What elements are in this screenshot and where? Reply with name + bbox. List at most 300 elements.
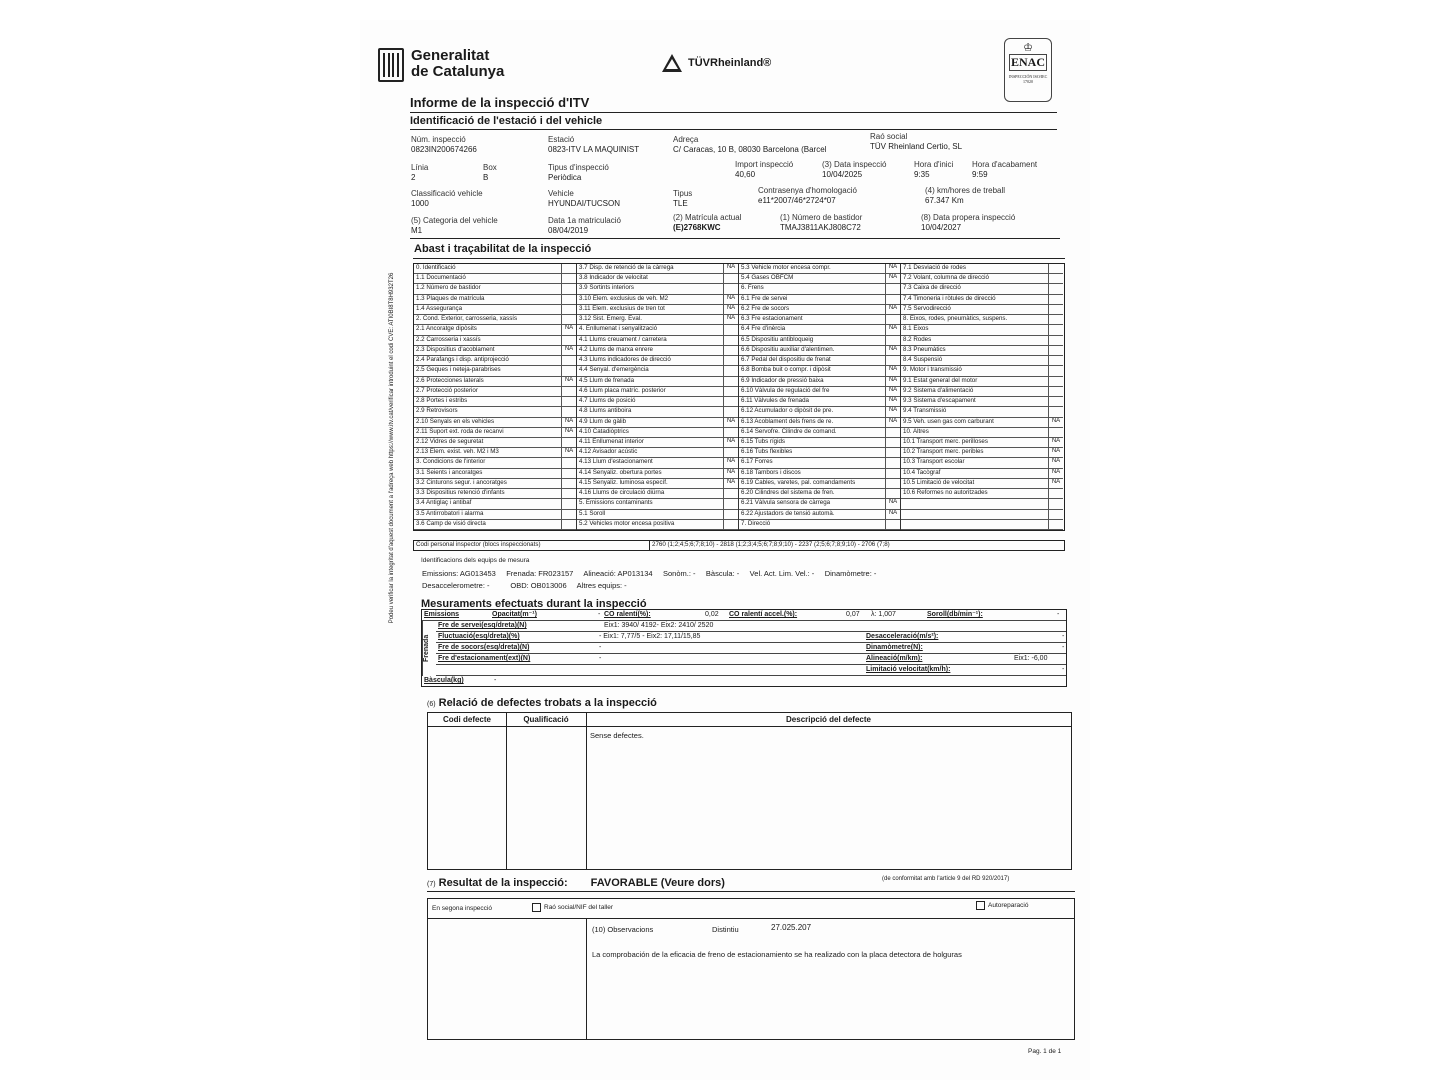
soroll-label: Soroll(db/min⁻¹): [927,611,983,618]
scope-row [739,469,900,479]
scope-item-status [561,469,576,478]
scope-item-status: NA [723,295,738,304]
scope-row [739,325,900,335]
scope-item-label: 3. Condicions de l'interior [416,458,486,466]
defectes-heading [427,697,657,709]
scope-row [901,305,1063,315]
scope-item-status [1048,305,1063,314]
scope-item-status: NA [561,325,576,334]
divider [410,238,1060,239]
scope-row [577,325,738,335]
scope-item-status: NA [1048,469,1063,478]
tuv-name: TÜVRheinland® [688,57,772,69]
opacitat-value: - [598,611,601,618]
scope-item-label: 9. Motor i transmissió [903,366,962,374]
scope-item-status: NA [723,479,738,488]
scope-row [577,264,738,274]
field-hora-inici: Hora d'inici 9:35 [914,160,954,179]
scope-item-status [885,284,900,293]
scope-item-label: 2.6 Protecciones laterals [416,376,484,384]
field-estacio: Estació 0823-ITV LA MAQUINIST [548,135,640,154]
scope-item-status [1048,397,1063,406]
scope-row [901,510,1063,520]
scope-row [901,377,1063,387]
scope-item-label: 9.1 Estat general del motor [903,376,978,384]
scope-row [414,458,576,468]
scope-column-2 [577,264,739,530]
scope-row [414,305,576,315]
scope-row [577,387,738,397]
scope-item-label: 4.4 Senyal. d'emergència [579,366,649,374]
scope-row [577,366,738,376]
scope-row [901,407,1063,417]
scope-row [901,520,1063,530]
field-linia: Línia 2 [411,163,429,182]
scope-row [739,274,900,284]
scope-item-label: 3.7 Disp. de retenció de la càrrega [579,264,674,271]
scope-item-status [885,315,900,324]
scope-item-label: 9.5 Veh. usen gas com carburant [903,417,994,425]
bascula-label: Bàscula(kg) [424,677,464,684]
scope-item-status [561,274,576,283]
scope-row [739,479,900,489]
fluctuacio-value: - Eix1: 7,77/5 - Eix2: 17,11/15,85 [599,633,701,640]
col-qualificacio: Qualificació [506,713,586,727]
scope-item-label: 3.4 Antiglaç i antibaf [416,499,472,507]
divider [413,258,1065,259]
field-import: Import inspecció 40,60 [735,160,794,179]
scope-item-label: 5.4 Gases OBFCM [741,274,794,282]
scope-row [577,428,738,438]
scope-row [414,428,576,438]
scope-item-status: NA [561,428,576,437]
scope-item-status [1048,387,1063,396]
scope-item-label: 3.11 Elem. exclusius de tren tot [579,304,665,312]
scope-item-label: 3.9 Sortints interiors [579,284,635,292]
field-bastidor: (1) Número de bastidor TMAJ3811AKJ808C72 [780,213,863,232]
scope-item-label: 10.3 Transport escolar [903,458,965,466]
scope-row [414,274,576,284]
dinamometre-value: - [1062,644,1065,651]
scope-item-label: 6.3 Fre estacionament [741,315,803,323]
scope-row [901,366,1063,376]
scope-row [577,510,738,520]
scope-column-4 [901,264,1063,530]
scope-row [739,356,900,366]
scope-item-status [885,295,900,304]
scope-item-label: 4.13 Llum d'estacionament [579,458,653,466]
scope-item-label: 2.3 Dispositius d'acoblament [416,345,495,353]
scope-row [739,489,900,499]
scope-item-status [885,448,900,457]
scope-row [739,499,900,509]
scope-row [414,418,576,428]
scope-item-label: 4.11 Enllumenat interior [579,437,644,445]
scope-item-label: 10. Altres [903,427,929,435]
scope-item-label: 4.15 Senyaliz. luminosa específ. [579,478,668,486]
scope-item-label: 10.4 Tacògraf [903,468,941,476]
scope-item-status [1048,489,1063,498]
mesuraments-title: Mesuraments efectuats durant la inspecció [421,598,647,610]
org-line-2: de Catalunya [411,63,505,80]
autoreparacio-checkbox[interactable] [976,901,985,910]
segona-inspeccio-label: En segona inspecció [432,905,492,912]
scope-item-label: 7.3 Caixa de direcció [903,284,961,292]
scope-item-label: 5. Emissions contaminants [579,499,653,507]
inspector-code-value: 2760 (1;2;4;5;6;7;8;10) - 2818 (1;2;3;4;5;6;7;8;9;10) - 2237 (2;5;6;7;8;9;10) - 2706 (7;8) [652,541,890,548]
scope-item-label: 2.4 Parafangs i disp. antiprojecció [416,356,509,364]
inspector-code-row [413,540,1065,551]
field-matricula: (2) Matrícula actual (E)2768KWC [673,213,742,232]
scope-item-label: 2. Cond. Exterior, carrosseria, xassís [416,315,518,323]
scope-item-label: 6.18 Tambors i discos [741,468,801,476]
ident-title: Identificació de l'estació i del vehicle [410,115,603,127]
emissions-label: Emissions [424,611,460,618]
scope-row [577,295,738,305]
field-categoria: (5) Categoria del vehicle M1 [411,216,498,235]
autoreparacio-field [976,901,1028,910]
fre-estacionament-label: Fre d'estacionament(ext)(N) [438,655,531,662]
scope-item-label: 8.2 Rodes [903,335,932,343]
scope-row [577,418,738,428]
scope-item-label: 6.12 Acumulador o dipòsit de pre. [741,407,834,415]
limitacio-row [436,665,1066,676]
scope-item-status: NA [885,499,900,508]
desacceleracio-label: Desacceleració(m/s²): [866,633,939,640]
scope-item-status [1048,366,1063,375]
scope-item-label: 6.8 Bomba buit o compr. i dipòsit [741,366,831,374]
field-rao-social: Raó social TÜV Rheinland Certio, SL [870,132,963,151]
scope-item-status [723,346,738,355]
scope-item-status: NA [885,325,900,334]
scope-item-status [1048,264,1063,273]
scope-item-label: 2.9 Retrovisors [416,407,458,415]
scope-item-status [885,356,900,365]
co-ralenti-label: CO ralentí(%): [604,611,651,618]
scope-row [577,284,738,294]
scope-item-status [561,387,576,396]
scope-item-status [1048,274,1063,283]
field-vehicle: Vehicle HYUNDAI/TUCSON [548,189,621,208]
co-ralenti-value: 0,02 [705,611,719,618]
co-accel-label: CO ralentí accel.(%): [729,611,798,618]
scope-item-label: 4.16 Llums de circulació diürna [579,489,665,497]
scope-item-label: 4.1 Llums creuament / carretera [579,335,667,343]
scope-item-label: 3.12 Sist. Emerg. Eval. [579,315,642,323]
scope-row [739,407,900,417]
scope-item-status [723,448,738,457]
scope-item-status [1048,295,1063,304]
scope-row [901,428,1063,438]
inspector-code-label: Codi personal inspector (blocs inspeccionats) [414,541,650,550]
scope-item-label: 7.2 Volant, columna de direcció [903,274,989,282]
document-sheet [360,20,1090,1080]
scope-item-status [1048,377,1063,386]
scope-row [901,458,1063,468]
scope-item-status [561,397,576,406]
scope-item-label: 1.3 Plaques de matrícula [416,294,485,302]
fre-estacionament-row [436,654,1066,665]
scope-item-label: 6.7 Pedal del dispositiu de frenat [741,356,831,364]
scope-item-status [885,520,900,529]
scope-row [739,458,900,468]
scope-row [414,448,576,458]
scope-row [739,315,900,325]
rao-nif-label: Raó social/NIF del taller [544,904,613,912]
divider [427,891,1075,892]
field-data-inspeccio: (3) Data inspecció 10/04/2025 [822,160,887,179]
fre-socors-value: - [599,644,602,651]
generalitat-logo-icon [378,48,404,82]
defects-table [427,712,1072,870]
scope-row [901,325,1063,335]
scope-item-status [561,336,576,345]
scope-item-label: 8.3 Pneumàtics [903,345,946,353]
fre-servei-row [436,621,1066,632]
scope-row [577,274,738,284]
observacions-text: La comprobación de la eficacia de freno de estacionamiento se ha realizado con la placa detectora de holguras [592,950,962,959]
scope-item-status [885,479,900,488]
scope-row [739,346,900,356]
soroll-value: - [1057,611,1060,618]
scope-row [414,469,576,479]
scope-item-status: NA [885,346,900,355]
scope-row [901,336,1063,346]
scope-item-label: 4.9 Llum de gàlib [579,417,627,425]
org-line-1: Generalitat [411,47,490,64]
field-propera-inspeccio: (8) Data propera inspecció 10/04/2027 [921,213,1016,232]
scope-item-status [561,510,576,519]
rao-nif-checkbox[interactable] [532,903,541,912]
scope-item-status [723,377,738,386]
scope-item-label: 9.3 Sistema d'escapament [903,397,976,405]
field-hora-acabament: Hora d'acabament 9:59 [972,160,1038,179]
scope-item-label: 10.6 Reformes no autoritzades [903,489,988,497]
scope-item-label: 6.15 Tubs rígids [741,437,786,445]
field-num-inspeccio: Núm. inspecció 0823IN200674266 [411,135,477,154]
scope-row [414,315,576,325]
divider [410,129,1057,130]
tuv-logo [662,54,771,72]
scope-row [901,346,1063,356]
lambda-value: λ: 1,007 [871,611,896,618]
scope-item-label: 6.22 Ajustadors de tensió automà. [741,509,835,517]
scope-row [414,510,576,520]
scope-row [414,479,576,489]
scope-item-status: NA [561,377,576,386]
scope-item-status: NA [723,418,738,427]
scope-row [414,346,576,356]
enac-subtitle: INSPECCIÓN ISO/IEC 17020 [1008,74,1048,84]
scope-column-3 [739,264,901,530]
scope-item-status [723,397,738,406]
scope-row [414,356,576,366]
scope-item-label: 3.8 Indicador de velocitat [579,274,648,282]
scope-item-status [1048,510,1063,519]
col-codi-defecte: Codi defecte [428,713,506,727]
scope-item-status [561,458,576,467]
scope-row [901,264,1063,274]
scope-item-status [885,336,900,345]
scope-item-status: NA [885,407,900,416]
scope-item-status [561,356,576,365]
scope-item-status [561,295,576,304]
scope-item-status [723,325,738,334]
defectes-title: Relació de defectes trobats a la inspecció [438,697,657,709]
scope-item-label: 1.1 Documentació [416,274,466,282]
scope-row [739,397,900,407]
scope-item-status: NA [723,469,738,478]
scope-item-status [1048,325,1063,334]
scope-item-label: 6.19 Cables, varetes, pal. comandaments [741,478,856,486]
scope-item-label: 4.12 Avisador acústic [579,448,638,456]
scope-row [414,295,576,305]
scope-row [414,397,576,407]
scope-row [414,336,576,346]
scope-row [901,499,1063,509]
equips-title: Identificacions dels equips de mesura [421,557,530,564]
scope-item-label: 0. Identificació [416,264,456,271]
scope-row [739,418,900,428]
autoreparacio-label: Autoreparació [988,902,1029,910]
scope-row [414,325,576,335]
scope-item-status: NA [885,418,900,427]
scope-item-label: 4.7 Llums de posició [579,397,636,405]
scope-item-label: 9.2 Sistema d'alimentació [903,386,974,394]
opacitat-label: Opacitat(m⁻¹) [492,611,537,618]
scope-item-label: 7. Direcció [741,519,771,527]
scope-item-label: 10.2 Transport merc. peribles [903,448,984,456]
scope-row [414,264,576,274]
scope-item-label: 8. Eixos, rodes, pneumàtics, suspens. [903,315,1008,323]
scope-row [577,469,738,479]
scope-item-status [1048,336,1063,345]
inspection-scope-grid [413,263,1065,531]
scope-item-label: 3.2 Cinturons segur. i ancoratges [416,478,507,486]
scope-row [901,356,1063,366]
scope-item-label: 7.4 Timoneria i ròtules de direcció [903,294,996,302]
distintiu-value: 27.025.207 [771,923,812,932]
scope-item-status [723,387,738,396]
scope-item-label: 6.9 Indicador de pressió baixa [741,376,824,384]
scope-row [414,520,576,530]
scope-item-status [885,489,900,498]
tuv-triangle-icon [662,54,682,72]
scope-item-label: 10.1 Transport merc. perilloses [903,437,988,445]
page-number: Pag. 1 de 1 [1028,1048,1062,1055]
scope-item-status [561,264,576,273]
scope-item-status: NA [1048,479,1063,488]
scope-row [901,284,1063,294]
scope-item-status [723,499,738,508]
scope-item-label: 8.1 Eixos [903,325,929,333]
resultat-value: FAVORABLE (Veure dors) [590,877,725,889]
emissions-row [422,610,1066,621]
enac-name: ENAC [1010,55,1045,69]
scope-item-status [561,499,576,508]
divider [586,919,587,1039]
fre-socors-label: Fre de socors(esq/dreta)(N) [438,644,530,651]
scope-row [901,397,1063,407]
scope-item-status [723,520,738,529]
observacions-label: (10) Observacions [592,925,654,934]
scope-row [577,479,738,489]
scope-item-status [723,284,738,293]
scope-row [414,499,576,509]
scope-row [901,479,1063,489]
scope-item-label: 2.13 Elem. exist. veh. M2 i M3 [416,448,499,456]
limitacio-label: Limitació velocitat(km/h): [866,666,951,673]
scope-item-status [561,284,576,293]
scope-item-status [561,366,576,375]
scope-row [414,489,576,499]
field-tipus: Tipus TLE [673,189,693,208]
col-descripcio: Descripció del defecte [586,713,1071,727]
scope-row [739,305,900,315]
scope-row [739,387,900,397]
scope-row [577,336,738,346]
bascula-row [422,676,1066,687]
scope-item-status [885,469,900,478]
scope-item-label [901,499,1048,508]
divider [586,713,587,869]
resultat-label: Resultat de la inspecció: [438,877,568,889]
scope-item-status: NA [723,305,738,314]
scope-item-label: 4.14 Senyaliz. obertura portes [579,468,662,476]
scope-row [901,274,1063,284]
scope-item-label: 2.2 Carrosseria i xassís [416,335,481,343]
scope-item-status: NA [885,510,900,519]
crown-icon: ♔ [1023,42,1033,54]
scope-item-status [723,366,738,375]
rao-nif-field [532,903,613,912]
divider [506,713,507,869]
scope-item-label: 4.6 Llum placa matríc. posterior [579,386,666,394]
scope-row [739,510,900,520]
scope-row [577,438,738,448]
scope-item-label: 3.5 Antirrobatori i alarma [416,509,484,517]
scope-item-label: 9.4 Transmissió [903,407,947,415]
scope-item-label: 2.12 Vidres de seguretat [416,437,484,445]
fre-servei-value: Eix1: 3940/ 4192- Eix2: 2410/ 2520 [604,622,714,629]
scope-item-label: 2.11 Suport ext. roda de recanvi [416,427,504,435]
scope-item-label: 6. Frens [741,284,764,292]
scope-row [577,397,738,407]
scope-row [739,366,900,376]
field-adreca: Adreça C/ Caracas, 10 B, 08030 Barcelona (Barcel [673,135,827,154]
abast-title: Abast i traçabilitat de la inspecció [414,243,592,255]
alineacio-value: Eix1: -6,00 [1014,655,1048,662]
scope-item-status [1048,356,1063,365]
scope-row [577,346,738,356]
scope-row [577,356,738,366]
scope-item-status: NA [885,274,900,283]
scope-item-label: 7.1 Desviació de rodes [903,264,966,271]
scope-item-label: 5.2 Vehicles motor encesa positiva [579,519,675,527]
scope-item-label: 2.5 Geques i neteja-parabrises [416,366,501,374]
scope-item-label: 10.5 Limitació de velocitat [903,478,975,486]
scope-item-status: NA [561,418,576,427]
enac-seal [1004,38,1052,102]
scope-row [739,295,900,305]
scope-item-status [1048,428,1063,437]
scope-row [414,438,576,448]
scope-item-status [723,428,738,437]
bascula-value: - [494,677,497,684]
scope-item-status: NA [885,387,900,396]
scope-row [901,315,1063,325]
scope-item-label: 6.16 Tubs flexibles [741,448,793,456]
